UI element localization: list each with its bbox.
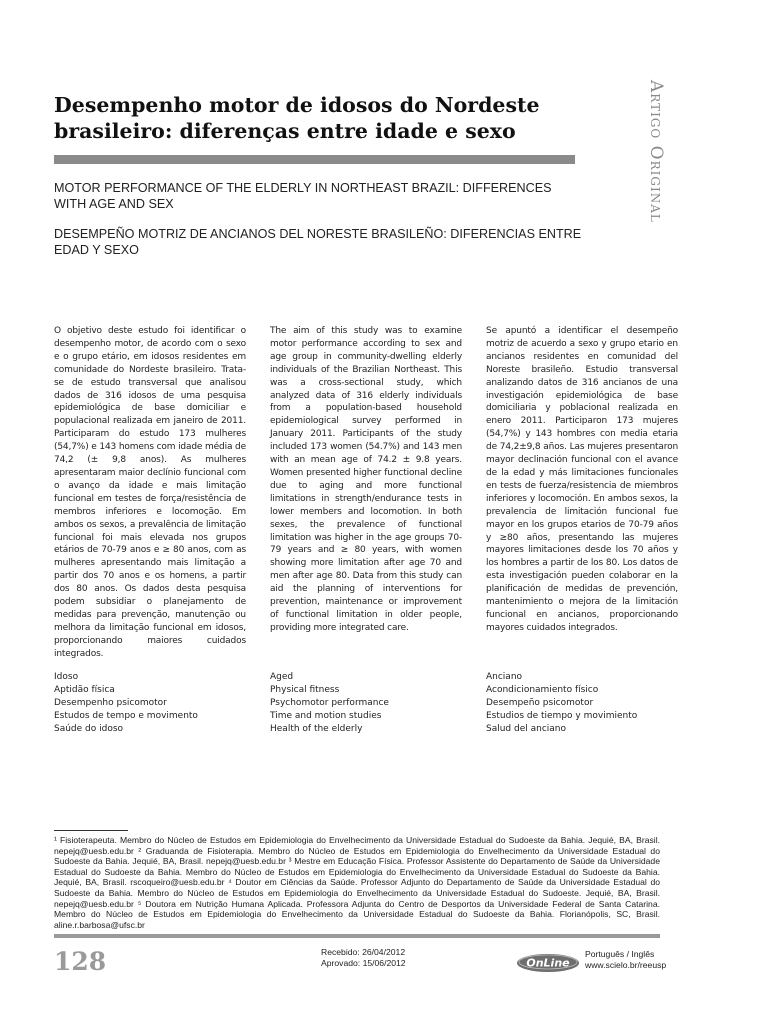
online-logo xyxy=(515,950,581,974)
footer-info xyxy=(585,949,666,970)
submission-dates xyxy=(321,947,406,968)
keyword: Time and motion studies xyxy=(270,711,382,721)
keywords-portuguese xyxy=(54,671,198,736)
keyword: Physical fitness xyxy=(270,685,340,695)
logo-text: OnLine xyxy=(526,956,570,970)
keyword: Aptidão física xyxy=(54,685,115,695)
keyword: Estudios de tiempo y movimiento xyxy=(486,711,638,721)
keyword: Desempeño psicomotor xyxy=(486,698,594,708)
received-date: Recebido: 26/04/2012 xyxy=(321,947,406,957)
page-number: 128 xyxy=(54,947,107,976)
section-label: Artigo Original xyxy=(646,80,666,223)
abstract-es-text: Se apuntó a identificar el desempeño motriz de acuerdo a sexo y grupo etario en ancianos residentes en comunidad del Noreste brasileño. Estudio transversal analizando datos de 316 ancianos de una investigación epidemiológica de base domiciliaria y poblacional realizada en enero 2011. Participaron 173 mujeres (54,7%) y 143 hombres con media etaria de 74,2±9,8 años. Las mujeres presentaron mayor declinación funcional con el avance de la edad y más limitaciones funcionales en tests de fuerza/resistencia de miembros inferiores y locomoción. En ambos sexos, la prevalencia de limitación funcional fue mayor en los grupos etarios de 70-79 años y ≥80 años, presentando las mujeres mayores limitaciones desde los 70 años y los hombres a partir de los 80. Los datos de esta investigación pueden colaborar en la planificación de medidas de prevención, mantenimiento o mejora de la limitación funcional en ancianos, proporcionando mayores cuidados integrados. xyxy=(486,326,678,633)
keyword: Anciano xyxy=(486,672,523,682)
keyword: Estudos de tempo e movimento xyxy=(54,711,198,721)
keywords-english xyxy=(270,671,389,736)
keyword: Saúde do idoso xyxy=(54,724,124,734)
keywords-spanish xyxy=(486,671,637,736)
article-title: Desempenho motor de idosos do Nordeste brasileiro: diferenças entre idade e sexo xyxy=(54,93,540,143)
keyword: Salud del anciano xyxy=(486,724,567,734)
abstract-portuguese xyxy=(54,325,246,661)
keyword: Aged xyxy=(270,672,294,682)
keyword: Idoso xyxy=(54,672,79,682)
keyword: Psychomotor performance xyxy=(270,698,389,708)
footnote-rule xyxy=(54,830,128,831)
keyword: Desempenho psicomotor xyxy=(54,698,167,708)
subtitle-spanish: DESEMPEÑO MOTRIZ DE ANCIANOS DEL NORESTE BRASILEÑO: DIFERENCIAS ENTRE EDAD Y SEXO xyxy=(54,227,582,257)
title-divider xyxy=(54,155,575,164)
website-link[interactable]: www.scielo.br/reeusp xyxy=(585,959,667,970)
subtitle-english: MOTOR PERFORMANCE OF THE ELDERLY IN NORTHEAST BRAZIL: DIFFERENCES WITH AGE AND SEX xyxy=(54,181,552,211)
keyword: Acondicionamiento físico xyxy=(486,685,599,695)
approved-date: Aprovado: 15/06/2012 xyxy=(321,957,406,968)
abstract-spanish xyxy=(486,325,678,635)
languages-label: Português / Inglês xyxy=(585,949,655,959)
keyword: Health of the elderly xyxy=(270,724,363,734)
abstract-pt-text: O objetivo deste estudo foi identificar o desempenho motor, de acordo com o sexo e o grupo etário, em idosos residentes em comunidade do Nordeste brasileiro. Trata-se de estudo transversal que analisou dados de 316 idosos de uma pesquisa epidemiológica de base domiciliar e populacional realizada em janeiro de 2011. Participaram do estudo 173 mulheres (54,7%) e 143 homens com idade média de 74,2 (± 9,8 anos). As mulheres apresentaram maior declínio funcional com o avanço da idade e mais limitação funcional em testes de força/resistência de membros inferiores e locomoção. Em ambos os sexos, a prevalência de limitação funcional foi mais elevada nos grupos etários de 70-79 anos e ≥ 80 anos, com as mulheres apresentando mais limitação a partir dos 70 anos e os homens, a partir dos 80 anos. Os dados desta pesquisa podem subsidiar o planejamento de medidas para prevenção, manutenção ou melhora da limitação funcional em idosos, proporcionando maiores cuidados integrados. xyxy=(54,326,246,659)
author-footnotes: ¹ Fisioterapeuta. Membro do Núcleo de Estudos em Epidemiologia do Envelhecimento da Universidade Estadual do Sudoeste da Bahia. Jequié, BA, Brasil. nepejq@uesb.edu.br ² Graduanda de Fisioterapia. Membro do Núcleo de Estudos em Epidemiologia do Envelhecimento da Universidade Estadual do Sudoeste da Bahia. Jequié, BA, Brasil. nepejq@uesb.edu.br ³ Mestre em Educação Física. Professor Assistente do Departamento de Saúde da Universidade Estadual do Sudoeste da Bahia. Membro do Núcleo de Estudos em Epidemiologia do Envelhecimento da Universidade Estadual do Sudoeste da Bahia. Jequié, BA, Brasil. rscoqueiro@uesb.edu.br ⁴ Doutor em Ciências da Saúde. Professor Adjunto do Departamento de Saúde da Universidade Estadual do Sudoeste da Bahia. Membro do Núcleo de Estudos em Epidemiologia do Envelhecimento da Universidade Estadual do Sudoeste. Jequié, BA, Brasil. nepejq@uesb.edu.br ⁵ Doutora em Nutrição Humana Aplicada. Professora Adjunta do Centro de Desportos da Universidade Federal de Santa Catarina. Membro do Núcleo de Estudos em Epidemiologia do Envelhecimento da Universidade Estadual do Sudoeste da Bahia. Florianópolis, SC, Brasil. aline.r.barbosa@ufsc.br xyxy=(54,835,660,930)
footer-divider xyxy=(54,934,660,938)
abstract-english xyxy=(270,325,462,635)
abstract-en-text: The aim of this study was to examine motor performance according to sex and age group in community-dwelling elderly individuals of the Brazilian Northeast. This was a cross-sectional study, which analyzed data of 316 elderly individuals from a population-based household epidemiological survey performed in January 2011. Participants of the study included 173 women (54.7%) and 143 men with an mean age of 74.2 ± 9.8 years. Women presented higher functional decline due to aging and more functional limitations in strength/endurance tests in lower members and locomotion. In both sexes, the prevalence of functional limitation was higher in the age groups 70-79 years and ≥ 80 years, with women showing more limitation after age 70 and men after age 80. Data from this study can aid the planning of interventions for prevention, maintenance or improvement of functional limitation in older people, providing more integrated care. xyxy=(270,326,462,633)
